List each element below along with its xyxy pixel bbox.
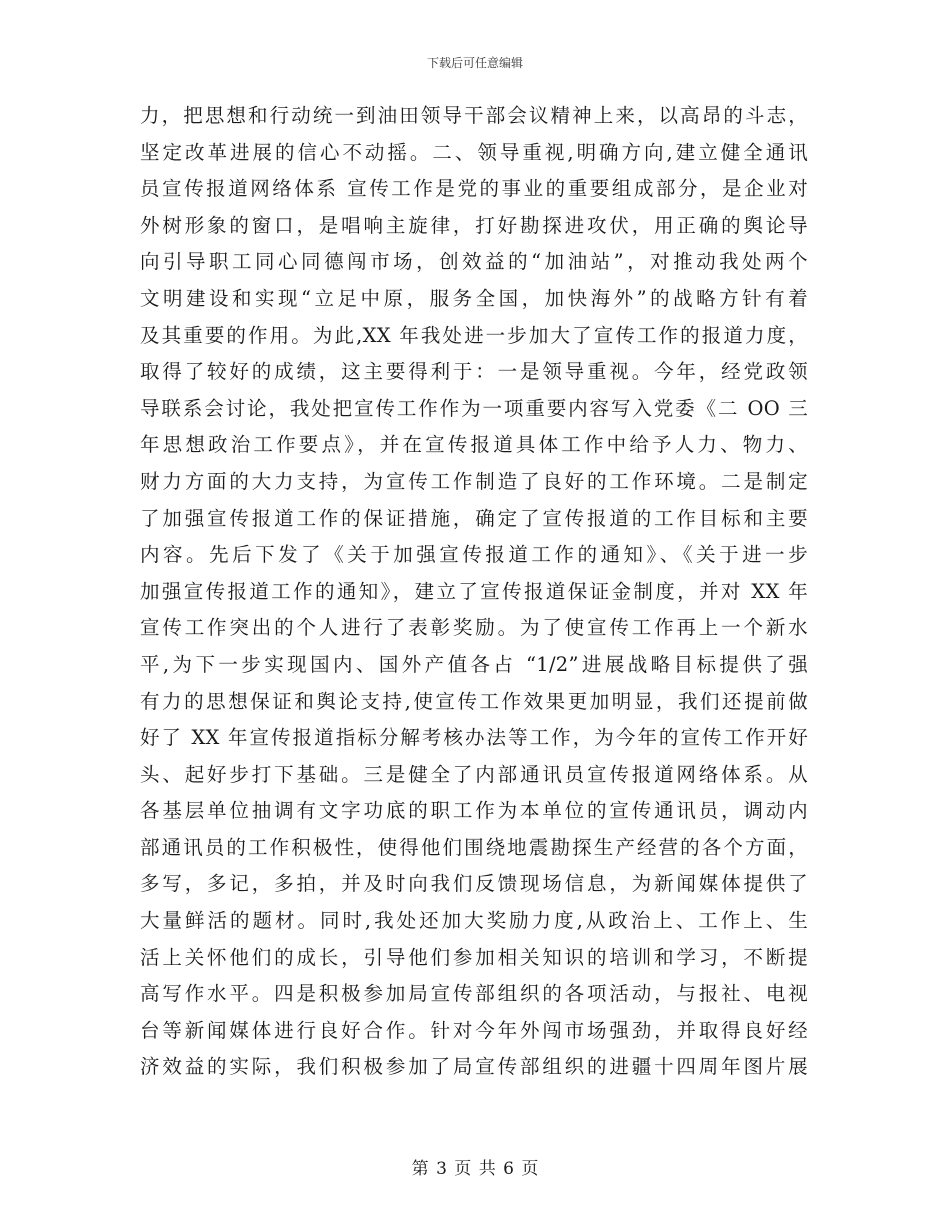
text-line: 内容。先后下发了《关于加强宣传报道工作的通知》、《关于进一步 <box>140 543 808 567</box>
text-line: 头、起好步打下基础。三是健全了内部通讯员宣传报道网络体系。从 <box>140 762 808 786</box>
text-line: 导联系会讨论，我处把宣传工作作为一项重要内容写入党委《二 OO 三 <box>140 396 808 420</box>
text-line: 台等新闻媒体进行良好合作。针对今年外闯市场强劲，并取得良好经 <box>140 1018 808 1042</box>
text-line: 有力的思想保证和舆论支持,使宣传工作效果更加明显，我们还提前做 <box>140 689 808 713</box>
text-line: 取得了较好的成绩，这主要得利于：一是领导重视。今年，经党政领 <box>140 360 808 384</box>
text-line: 好了 XX 年宣传报道指标分解考核办法等工作，为今年的宣传工作开好 <box>140 726 808 750</box>
text-line: 各基层单位抽调有文字功底的职工作为本单位的宣传通讯员，调动内 <box>140 799 808 823</box>
text-line: 宣传工作突出的个人进行了表彰奖励。为了使宣传工作再上一个新水 <box>140 616 808 640</box>
text-line: 向引导职工同心同德闯市场，创效益的“加油站”，对推动我处两个 <box>140 250 808 274</box>
text-line: 力，把思想和行动统一到油田领导干部会议精神上来，以高昂的斗志， <box>140 104 808 127</box>
text-line: 及其重要的作用。为此,XX 年我处进一步加大了宣传工作的报道力度， <box>140 323 808 347</box>
page-number: 第 3 页 共 6 页 <box>411 1159 539 1179</box>
text-line: 坚定改革进展的信心不动摇。二、领导重视,明确方向,建立健全通讯 <box>140 140 808 164</box>
text-line: 了加强宣传报道工作的保证措施，确定了宣传报道的工作目标和主要 <box>140 506 808 530</box>
text-line: 员宣传报道网络体系 宣传工作是党的事业的重要组成部分，是企业对 <box>140 177 808 201</box>
body-text <box>140 98 808 1086</box>
text-line: 文明建设和实现“立足中原，服务全国，加快海外”的战略方针有着 <box>140 286 808 310</box>
text-line: 部通讯员的工作积极性，使得他们围绕地震勘探生产经营的各个方面， <box>140 835 808 859</box>
text-line: 高写作水平。四是积极参加局宣传部组织的各项活动，与报社、电视 <box>140 982 808 1006</box>
text-line: 活上关怀他们的成长，引导他们参加相关知识的培训和学习，不断提 <box>140 945 808 969</box>
text-line: 平,为下一步实现国内、国外产值各占 “1/2”进展战略目标提供了强 <box>140 652 808 676</box>
text-line: 财力方面的大力支持，为宣传工作制造了良好的工作环境。二是制定 <box>140 469 808 493</box>
page-header: 下载后可任意编辑 <box>426 56 523 70</box>
text-line: 大量鲜活的题材。同时,我处还加大奖励力度,从政治上、工作上、生 <box>140 909 808 933</box>
text-line: 济效益的实际，我们积极参加了局宣传部组织的进疆十四周年图片展 <box>140 1055 808 1079</box>
text-line: 加强宣传报道工作的通知》，建立了宣传报道保证金制度，并对 XX 年 <box>140 579 808 603</box>
text-line: 年思想政治工作要点》，并在宣传报道具体工作中给予人力、物力、 <box>140 433 808 457</box>
text-line: 外树形象的窗口，是唱响主旋律，打好勘探进攻伏，用正确的舆论导 <box>140 213 808 237</box>
text-line: 多写，多记，多拍，并及时向我们反馈现场信息，为新闻媒体提供了 <box>140 872 808 896</box>
